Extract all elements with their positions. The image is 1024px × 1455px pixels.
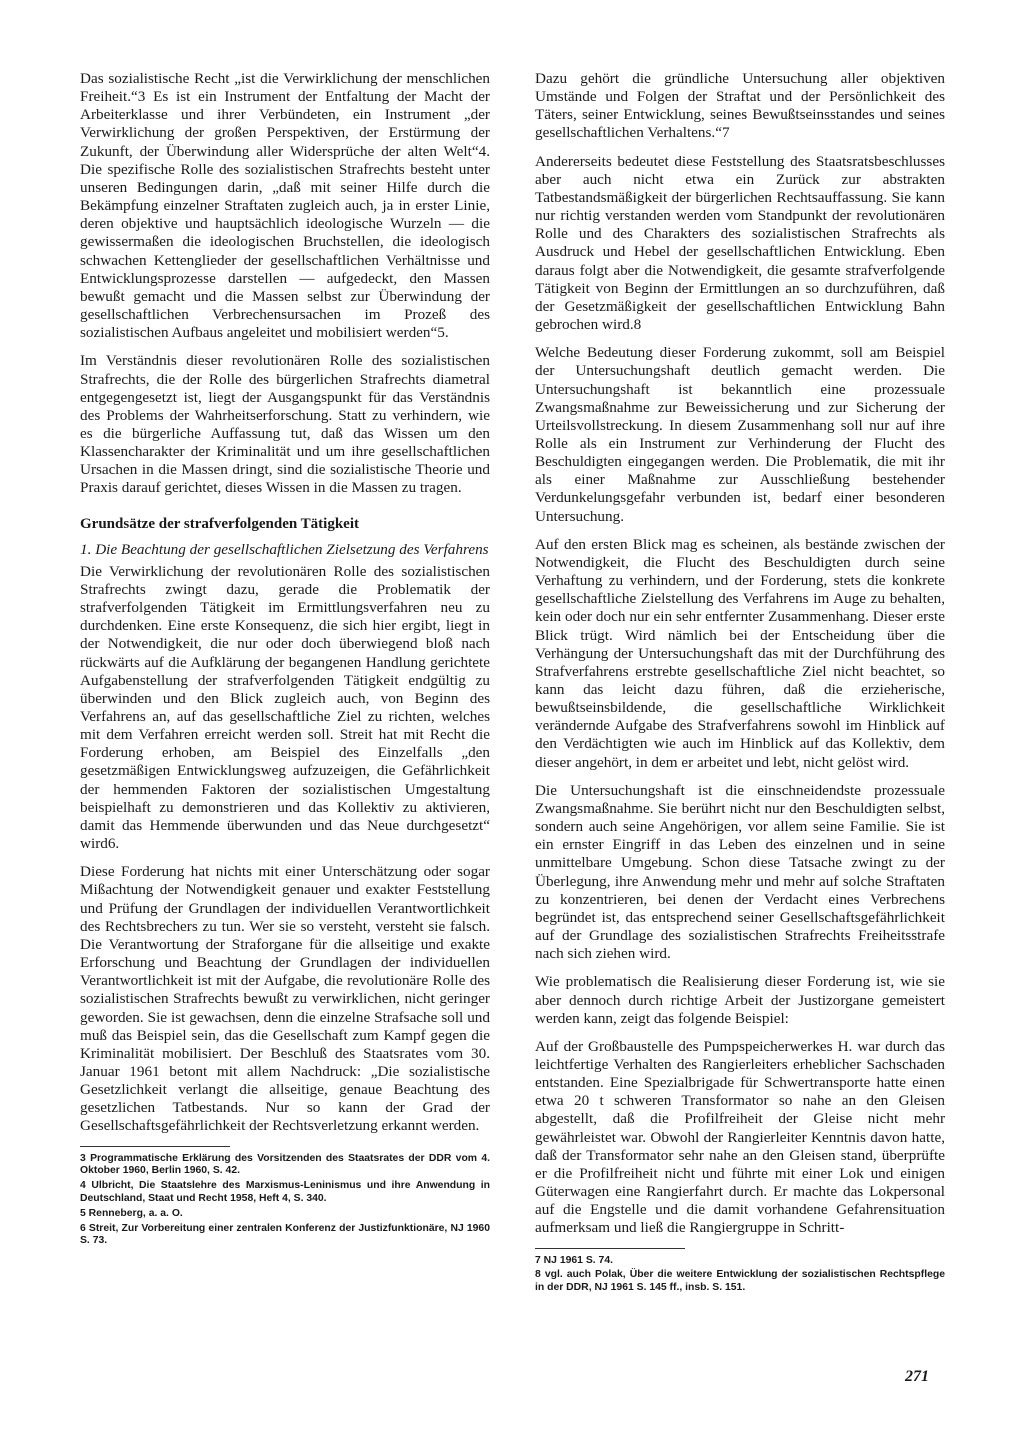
paragraph: Diese Forderung hat nichts mit einer Unterschätzung oder sogar Mißachtung der Notwendigkeit genauer und exakter Feststellung und Prüfung der Grundlagen der individuellen Verantwortlichkeit des Rechtsbrechers zu tun. Wer sie so versteht, versteht sie falsch. Die Verantwortung der Straforgane für die allseitige und exakte Erforschung und Beachtung der Grundlagen der individuellen Verantwortlichkeit ist mit der Aufgabe, die revolutionäre Rolle des sozialistischen Strafrechts bewußt zu verwirklichen, nicht geringer geworden. Sie ist gewachsen, denn die einzelne Strafsache soll und muß das Beispiel sein, das die Gesellschaft zum Kampf gegen die Kriminalität mobilisiert. Der Beschluß des Staatsrates vom 30. Januar 1961 betont mit allem Nachdruck: „Die sozialistische Gesetzlichkeit verlangt die allseitige, genaue Beachtung des gesetzlichen Tatbestands. Nur so kann der Grad der Gesellschaftsgefährlichkeit der Rechtsverletzung erkannt werden. [80, 863, 490, 1135]
footnote: 7 NJ 1961 S. 74. [535, 1254, 613, 1266]
footnote: 5 Renneberg, a. a. O. [80, 1207, 183, 1219]
paragraph: Andererseits bedeutet diese Feststellung des Staatsratsbeschlusses aber auch nicht etwa ein Zurück zur abstrakten Tatbestandsmäßigkeit der bürgerlichen Rechtsauffassung. Sie kann nur richtig verstanden werden vom Standpunkt der revolutionären Rolle und des Charakters des sozialistischen Strafrechts als Ausdruck und Hebel der gesellschaftlichen Entwicklung. Eben daraus folgt aber die Notwendigkeit, die gesamte strafverfolgende Tätigkeit von Beginn der Ermittlungen an so durchzuführen, daß der Gesetzmäßigkeit der gesellschaftlichen Entwicklung Bahn gebrochen wird.8 [535, 152, 945, 334]
right-column [535, 70, 945, 1297]
paragraph: Welche Bedeutung dieser Forderung zukommt, soll am Beispiel der Untersuchungshaft deutlich gemacht werden. Die Untersuchungshaft ist bekanntlich eine prozessuale Zwangsmaßnahme zur Beweissicherung und zur Sicherung der Urteilsvollstreckung. In diesem Zusammenhang soll nur auf ihre Rolle als ein Instrument zur Verhinderung der Flucht des Beschuldigten eingegangen werden. Die Problematik, die mit ihr als einer Maßnahme zur Ausschließung bestehender Verdunkelungsgefahr verbunden ist, bedarf einer besonderen Untersuchung. [535, 344, 945, 525]
footnote-divider [535, 1248, 685, 1249]
paragraph: Die Verwirklichung der revolutionären Rolle des sozialistischen Strafrechts zwingt dazu, gerade die Problematik der strafverfolgenden Tätigkeit im Ermittlungsverfahren neu zu durchdenken. Eine erste Konsequenz, die sich hier ergibt, liegt in der Notwendigkeit, die nur oder doch überwiegend bloß nach rückwärts auf die Aufklärung der begangenen Handlung gerichtete Aufgabenstellung der strafverfolgenden Tätigkeit endgültig zu überwinden und den Blick zugleich auch, von Beginn des Verfahrens an, auf das gesellschaftliche Ziel zu richten, welches mit dem Verfahren erreicht werden soll. Streit hat mit Recht die Forderung erhoben, am Beispiel des Einzelfalls „den gesetzmäßigen Entwicklungsweg aufzuzeigen, die Gefährlichkeit der hemmenden Faktoren der sozialistischen Umgestaltung beispielhaft zu demonstrieren und das Kollektiv zu aktivieren, damit das Hemmende überwunden und das Neue durchgesetzt“ wird6. [80, 562, 490, 853]
footnote: 3 Programmatische Erklärung des Vorsitzenden des Staatsrates der DDR vom 4. Oktober 1960, Berlin 1960, S. 42. [80, 1152, 490, 1177]
footnotes-left [80, 1153, 490, 1249]
right-body [535, 70, 945, 1238]
paragraph: Auf der Großbaustelle des Pumpspeicherwerkes H. war durch das leichtfertige Verhalten des Rangierleiters erheblicher Sachschaden entstanden. Eine Spezialbrigade für Schwertransporte hatte einen etwa 20 t schweren Transformator so nahe an den Gleisen abgestellt, daß die Profilfreiheit der Gleise nicht mehr gewährleistet war. Obwohl der Rangierleiter Kenntnis davon hatte, daß der Transformator sehr nahe an den Gleisen stand, überprüfte er die Profilfreiheit nicht und führte mit einer Lok und einigen Güterwagen eine Rangierfahrt durch. Er machte das Lokpersonal auf die Engstelle und die damit vorhandene Gefahrensituation aufmerksam und ließ die Rangiergruppe in Schritt- [535, 1037, 945, 1237]
paragraph: Im Verständnis dieser revolutionären Rolle des sozialistischen Strafrechts, die der Rolle des bürgerlichen Strafrechts diametral entgegengesetzt ist, liegt der Ausgangspunkt für das Verständnis des Problems der Wahrheitserforschung. Statt zu verhindern, wie es die bürgerliche Auffassung tut, daß das Wissen um den Klassencharakter der Kriminalität und um ihre gesellschaftlichen Ursachen in die Massen dringt, sind die sozialistische Theorie und Praxis darauf gerichtet, dieses Wissen in die Massen zu tragen. [80, 352, 490, 497]
paragraph: Das sozialistische Recht „ist die Verwirklichung der menschlichen Freiheit.“3 Es ist ein Instrument der Entfaltung der Macht der Arbeiterklasse und ihrer Verbündeten, ein Instrument „der Verwirklichung der großen Perspektiven, der Erstürmung der Zukunft, der Überwindung aller Widersprüche der alten Welt“4. Die spezifische Rolle des sozialistischen Strafrechts besteht unter unseren Bedingungen darin, „daß mit seiner Hilfe durch die Bekämpfung einzelner Straftaten zugleich auch, ja in erster Linie, deren objektive und hauptsächlich ideologische Wurzeln — die gewissermaßen die ideologischen Bruchstellen, die ideologisch schwachen Kettenglieder der gesellschaftlichen Verhältnisse und Entwicklungsprozesse darstellen — aufgedeckt, den Massen bewußt gemacht und die Massen selbst zur Überwindung der gesellschaftlichen Verbrechensursachen im Prozeß des sozialistischen Aufbaus angeleitet und mobilisiert werden“5. [80, 70, 490, 342]
page-number: 271 [905, 1368, 929, 1385]
paragraph: Dazu gehört die gründliche Untersuchung aller objektiven Umstände und Folgen der Straftat und der Persönlichkeit des Täters, seiner Entwicklung, seines Bewußtseinsstandes und seines gesellschaftlichen Verhaltens.“7 [535, 70, 945, 142]
footnote: 6 Streit, Zur Vorbereitung einer zentralen Konferenz der Justizfunktionäre, NJ 1960 S. 73. [80, 1222, 490, 1247]
section-heading: Grundsätze der strafverfolgenden Tätigkeit [80, 515, 360, 532]
left-body-lower [80, 563, 490, 1136]
paragraph: Die Untersuchungshaft ist die einschneidendste prozessuale Zwangsmaßnahme. Sie berührt nicht nur den Beschuldigten selbst, sondern auch seine Angehörigen, vor allem seine Familie. Sie ist ein ernster Eingriff in das Leben des einzelnen und in seine unmittelbare Umgebung. Schon diese Tatsache zwingt zu der Überlegung, ihre Anwendung mehr und mehr auf solche Straftaten zu konzentrieren, bei denen der Verdacht eines Verbrechens begründet ist, das entsprechend seiner Gesellschaftsgefährlichkeit auf der Grundlage des sozialistischen Strafrechts Freiheitsstrafe nach sich ziehen wird. [535, 781, 945, 963]
left-column [80, 70, 490, 1250]
footnote-divider [80, 1146, 230, 1147]
footnotes-right [535, 1255, 945, 1295]
paragraph: Auf den ersten Blick mag es scheinen, als bestände zwischen der Notwendigkeit, die Flucht des Beschuldigten durch seine Verhaftung zu verhindern, und der Forderung, stets die konkrete gesellschaftliche Zielstellung des Verfahrens im Auge zu behalten, kein oder doch nur ein sehr entfernter Zusammenhang. Dieser erste Blick trügt. Wird nämlich bei der Entscheidung über die Verhängung der Untersuchungshaft das mit der Durchführung des Strafverfahrens erstrebte gesellschaftliche Ziel nicht beachtet, so kann das leicht dazu führen, daß die erzieherische, bewußtseinsbildende, die gesellschaftliche Wirklichkeit verändernde Aufgabe des Strafverfahrens sowohl im Hinblick auf den Verdächtigten wie auch im Hinblick auf das Kollektiv, dem dieser angehört, in dem er arbeitet und lebt, nicht gelöst wird. [535, 535, 945, 771]
paragraph: Wie problematisch die Realisierung dieser Forderung ist, wie sie aber dennoch durch richtige Arbeit der Justizorgane gemeistert werden kann, zeigt das folgende Beispiel: [535, 973, 945, 1027]
left-body-upper [80, 70, 490, 498]
footnote: 4 Ulbricht, Die Staatslehre des Marxismus-Leninismus und ihre Anwendung in Deutschland, Staat und Recht 1958, Heft 4, S. 340. [80, 1180, 490, 1204]
subsection-heading: 1. Die Beachtung der gesellschaftlichen Zielsetzung des Verfahrens [80, 540, 489, 558]
footnote: 8 vgl. auch Polak, Über die weitere Entwicklung der sozialistischen Rechtspflege in der DDR, NJ 1961 S. 145 ff., insb. S. 151. [535, 1269, 945, 1294]
